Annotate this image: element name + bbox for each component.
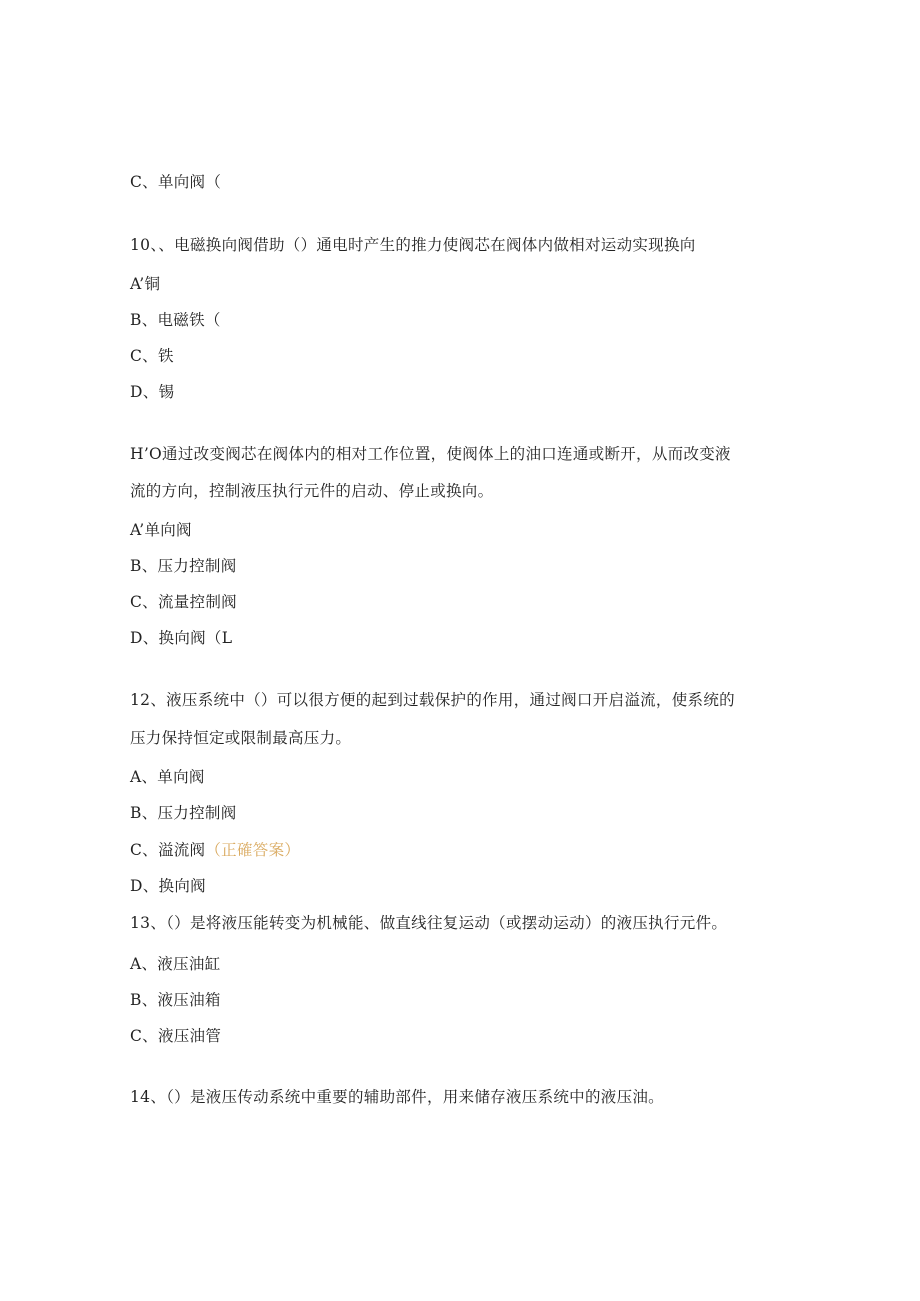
q11-option-b: B、压力控制阀	[130, 557, 237, 575]
q10-option-a: A’铜	[130, 275, 161, 293]
q9-option-c: C、单向阀（	[130, 173, 222, 191]
q12-question-line2: 压力保持恒定或限制最高压力。	[130, 729, 352, 747]
q12-question-line1: 12、液压系统中（）可以很方便的起到过载保护的作用，通过阀口开启溢流，使系统的	[130, 691, 735, 709]
q11-option-c: C、流量控制阀	[130, 593, 237, 611]
q13-option-c: C、液压油管	[130, 1027, 222, 1045]
q12-option-c-text: C、溢流阀	[130, 841, 206, 859]
q11-option-a: A’单向阀	[130, 521, 192, 539]
q14-question: 14、（）是液压传动系统中重要的辅助部件，用来储存液压系统中的液压油。	[130, 1088, 664, 1106]
q11-option-d: D、换向阀（L	[130, 629, 233, 647]
q12-option-c	[130, 840, 300, 860]
q11-question-line2: 流的方向，控制液压执行元件的启动、停止或换向。	[130, 482, 494, 500]
q10-option-c: C、铁	[130, 347, 174, 365]
correct-answer-mark: （正確答案）	[205, 841, 301, 859]
q10-option-b: B、电磁铁（	[130, 311, 221, 329]
q10-question: 10、、电磁换向阀借助（）通电时产生的推力使阀芯在阀体内做相对运动实现换向	[130, 236, 696, 254]
q11-question-line1: H’O通过改变阀芯在阀体内的相对工作位置，使阀体上的油口连通或断开，从而改变液	[130, 445, 731, 463]
q13-option-a: A、液压油缸	[130, 955, 221, 973]
q10-option-d: D、锡	[130, 383, 175, 401]
q13-question: 13、（）是将液压能转变为机械能、做直线往复运动（或摆动运动）的液压执行元件。	[130, 914, 728, 932]
q12-option-a: A、单向阀	[130, 768, 205, 786]
q13-option-b: B、液压油箱	[130, 991, 221, 1009]
q12-option-b: B、压力控制阀	[130, 804, 237, 822]
q12-option-d: D、换向阀	[130, 877, 206, 895]
